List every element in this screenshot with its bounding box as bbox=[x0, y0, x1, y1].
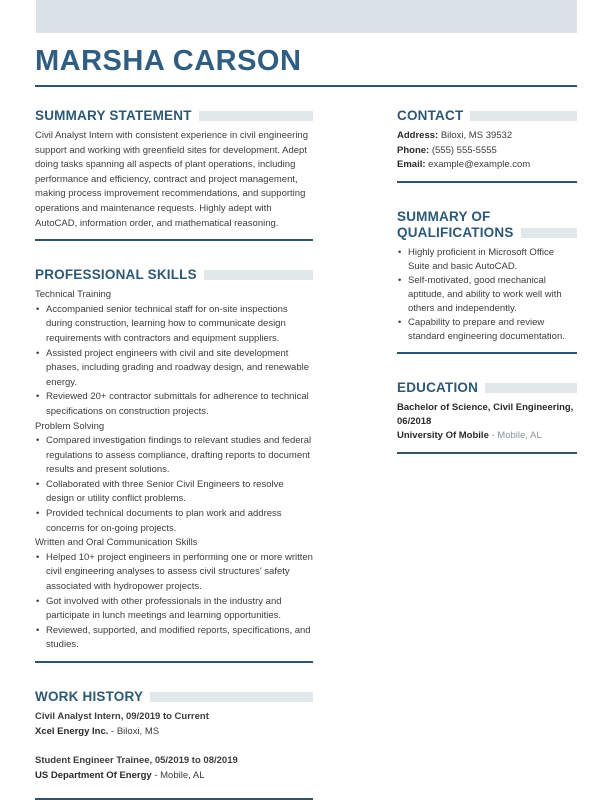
job-location: - Biloxi, MS bbox=[111, 725, 160, 737]
job-title-dates: Civil Analyst Intern, 09/2019 to Current bbox=[35, 711, 209, 722]
section-heading: EDUCATION bbox=[397, 379, 479, 395]
bullet-item: • Provided technical documents to plan work and address concerns for on-going projects. bbox=[35, 507, 313, 536]
page-title: MARSHA CARSON bbox=[35, 45, 302, 77]
section-heading-row bbox=[397, 108, 577, 124]
section-divider bbox=[397, 352, 577, 354]
contact-label: Email: bbox=[397, 159, 426, 171]
contact-email-line bbox=[397, 158, 577, 173]
section-professional-skills bbox=[35, 267, 313, 663]
contact-label: Phone: bbox=[397, 144, 430, 156]
bullet-item: • Helped 10+ project engineers in performing one or more written civil engineering analyses to assess civil structures' safety associated with hydropower projects. bbox=[35, 551, 313, 595]
skill-group-title: Written and Oral Communication Skills bbox=[35, 537, 198, 549]
heading-tail-bar bbox=[199, 111, 313, 121]
job-location: - Mobile, AL bbox=[154, 769, 205, 781]
skill-group-title: Problem Solving bbox=[35, 420, 105, 432]
contact-value: example@example.com bbox=[428, 159, 531, 171]
job-employer: Xcel Energy Inc. bbox=[35, 725, 109, 737]
summary-paragraph: Civil Analyst Intern with consistent experience in civil engineering support and working with greenfield sites for development. Adept doing tasks spanning all aspects of plant operations, including performance and efficiency, contract and project management, making process improvement recommendations, and supporting operations and maintenance requests. Highly adept with AutoCAD, information order, and mathematical reasoning. bbox=[35, 130, 308, 229]
bullet-item: • Reviewed 20+ contractor submittals for adherence to technical specifications on construction projects. bbox=[35, 390, 313, 419]
section-summary-statement bbox=[35, 108, 313, 241]
section-divider bbox=[397, 452, 577, 454]
bullet-item: • Compared investigation findings to relevant studies and federal regulations to assess compliance, drafting reports to document results and present solutions. bbox=[35, 434, 313, 478]
contact-phone-line bbox=[397, 144, 577, 159]
section-divider bbox=[35, 239, 313, 241]
section-heading-row bbox=[35, 267, 313, 283]
contact-value: Biloxi, MS 39532 bbox=[440, 130, 513, 141]
education-school: University Of Mobile bbox=[397, 430, 489, 442]
bullet-item: • Reviewed, supported, and modified reports, specifications, and studies. bbox=[35, 624, 313, 653]
columns bbox=[35, 108, 577, 800]
skill-bullet-list bbox=[35, 434, 313, 536]
section-heading: PROFESSIONAL SKILLS bbox=[35, 267, 197, 283]
section-heading-row bbox=[397, 225, 577, 241]
job-employer-line bbox=[35, 769, 313, 784]
contact-label: Address: bbox=[397, 130, 439, 141]
page-content bbox=[35, 33, 577, 800]
section-heading-line2: QUALIFICATIONS bbox=[397, 224, 514, 240]
section-education bbox=[397, 380, 577, 454]
contact-address-line bbox=[397, 129, 577, 144]
job-entry bbox=[35, 754, 313, 783]
heading-tail-bar bbox=[521, 228, 577, 238]
section-heading-row bbox=[397, 380, 577, 396]
bullet-item: • Capability to prepare and review standard engineering documentation. bbox=[397, 316, 577, 344]
education-degree: Bachelor of Science, Civil Engineering, 06/2018 bbox=[397, 401, 574, 428]
section-heading: WORK HISTORY bbox=[35, 689, 144, 704]
bullet-item: • Got involved with other professionals in the industry and participate in lunch meetings and learning opportunities. bbox=[35, 595, 313, 624]
section-heading: CONTACT bbox=[397, 108, 464, 123]
bullet-item: • Self-motivated, good mechanical aptitude, and ability to work well with others and independently. bbox=[397, 274, 577, 316]
top-accent-bar bbox=[36, 0, 577, 33]
section-heading-row bbox=[35, 689, 313, 705]
job-employer-line bbox=[35, 725, 313, 740]
skill-group-title: Technical Training bbox=[35, 289, 112, 301]
main-column bbox=[35, 108, 313, 800]
section-summary-of-qualifications bbox=[397, 209, 577, 354]
sidebar-column bbox=[397, 108, 577, 800]
section-divider bbox=[397, 181, 577, 183]
job-employer: US Department Of Energy bbox=[35, 769, 152, 781]
heading-tail-bar bbox=[470, 111, 577, 121]
qualification-bullet-list bbox=[397, 246, 577, 344]
heading-tail-bar bbox=[150, 692, 313, 702]
section-heading-line1: SUMMARY OF bbox=[397, 208, 491, 224]
bullet-item: • Highly proficient in Microsoft Office Suite and basic AutoCAD. bbox=[397, 246, 577, 274]
section-work-history bbox=[35, 689, 313, 800]
job-title-dates: Student Engineer Trainee, 05/2019 to 08/2019 bbox=[35, 755, 238, 767]
section-heading-row bbox=[35, 108, 313, 124]
contact-value: (555) 555-5555 bbox=[431, 144, 497, 156]
heading-tail-bar bbox=[485, 383, 577, 393]
heading-tail-bar bbox=[204, 270, 313, 280]
section-contact bbox=[397, 108, 577, 183]
section-divider bbox=[35, 661, 313, 663]
skill-bullet-list bbox=[35, 551, 313, 653]
education-school-line bbox=[397, 429, 577, 444]
section-heading: SUMMARY STATEMENT bbox=[35, 108, 192, 123]
job-entry bbox=[35, 710, 313, 739]
education-location: - Mobile, AL bbox=[491, 430, 542, 442]
name-underline bbox=[35, 85, 577, 87]
bullet-item: • Collaborated with three Senior Civil Engineers to resolve design or utility conflict problems. bbox=[35, 478, 313, 507]
skill-bullet-list bbox=[35, 303, 313, 420]
bullet-item: • Assisted project engineers with civil and site development phases, including grading and roadway design, and renewable energy. bbox=[35, 347, 313, 391]
bullet-item: • Accompanied senior technical staff for on-site inspections during construction, learning how to communicate design requirements with contractors and equipment suppliers. bbox=[35, 303, 313, 347]
